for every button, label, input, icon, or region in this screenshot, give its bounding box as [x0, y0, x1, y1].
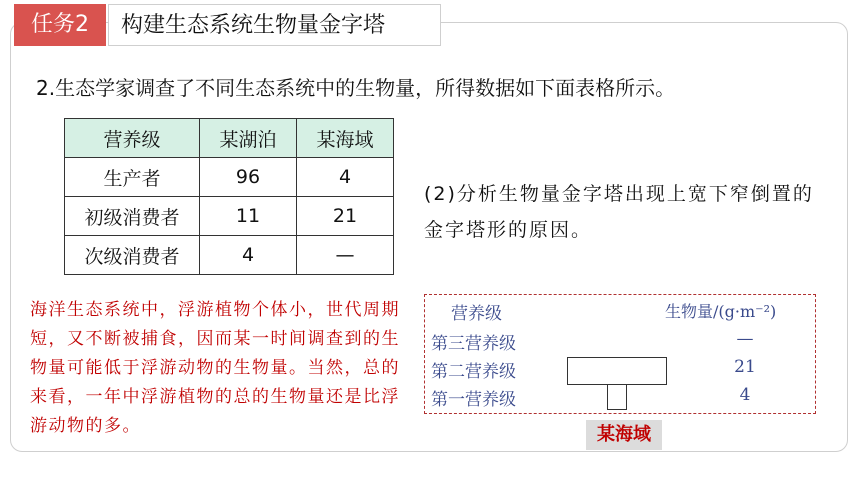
pyramid-level-value: 4: [739, 385, 751, 405]
answer-text: 海洋生态系统中，浮游植物个体小，世代周期短，又不断被捕食，因而某一时间调查到的生物量可能低于浮游动物的生物量。当然，总的来看，一年中浮游植物的总的生物量还是比浮游动物的多。: [30, 300, 400, 436]
pyramid-level-label: 第一营养级: [431, 390, 516, 410]
table-cell: 4: [200, 236, 297, 275]
pyramid-level-label: 第三营养级: [431, 334, 516, 354]
table-row: [65, 158, 394, 197]
table-cell: 生产者: [65, 158, 200, 197]
table-header-row: [65, 119, 394, 158]
pyramid-header-biomass: 生物量/(g·m⁻²): [665, 302, 777, 321]
pyramid-level-value: —: [736, 329, 754, 349]
task-tag: 任务2: [14, 4, 106, 46]
sub-question: (2)分析生物量金字塔出现上宽下窄倒置的金字塔形的原因。: [424, 183, 814, 241]
pyramid-caption: 某海域: [586, 420, 662, 450]
table-header-cell: 营养级: [65, 119, 200, 158]
table-row: [65, 236, 394, 275]
biomass-pyramid: [424, 294, 816, 414]
page-title: 构建生态系统生物量金字塔: [108, 4, 441, 46]
table-header-cell: 某湖泊: [200, 119, 297, 158]
pyramid-header-level: 营养级: [451, 304, 502, 324]
table-cell: 11: [200, 197, 297, 236]
table-cell: 次级消费者: [65, 236, 200, 275]
pyramid-bar-level2: [567, 357, 667, 385]
pyramid-bar-level1: [607, 384, 627, 410]
table-header-cell: 某海域: [297, 119, 394, 158]
question-text: 2.生态学家调查了不同生态系统中的生物量，所得数据如下面表格所示。: [36, 76, 676, 100]
table-cell: 96: [200, 158, 297, 197]
table-cell: 初级消费者: [65, 197, 200, 236]
table-cell: 21: [297, 197, 394, 236]
pyramid-level-label: 第二营养级: [431, 362, 516, 382]
table-row: [65, 197, 394, 236]
pyramid-level-value: 21: [734, 357, 756, 377]
biomass-table: [64, 118, 394, 275]
table-cell: —: [297, 236, 394, 275]
table-cell: 4: [297, 158, 394, 197]
